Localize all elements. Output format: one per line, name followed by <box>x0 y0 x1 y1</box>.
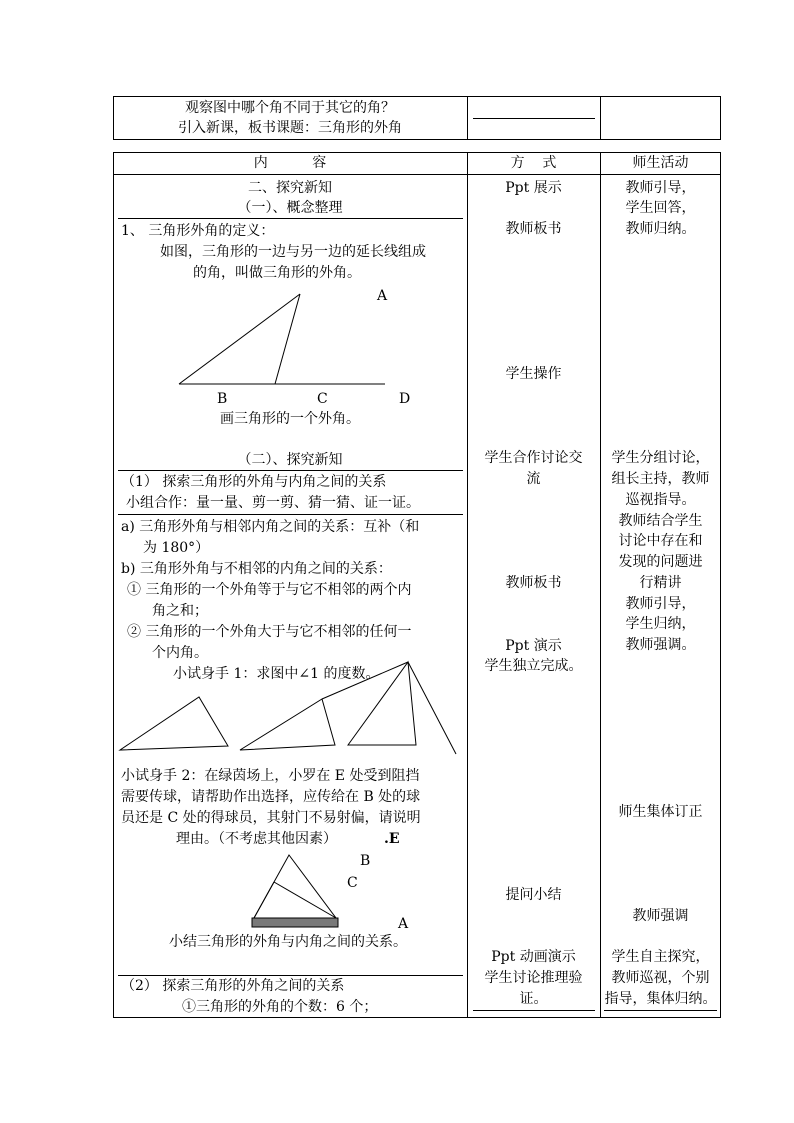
section-subtitle: （一）、概念整理 <box>237 200 343 216</box>
try-it-2-line-1: 小试身手 2：在绿茵场上，小罗在 E 处受到阻挡 <box>121 768 420 784</box>
item-a-line-2: 为 180°） <box>143 540 210 556</box>
definition-text-2: 的角，叫做三角形的外角。 <box>193 265 361 281</box>
activity-4: 学生分组讨论， <box>611 450 710 466</box>
activity-10: 行精讲 <box>639 575 682 591</box>
section-subtitle-2: （二）、探究新知 <box>237 452 343 468</box>
header-method: 方 式 <box>510 155 557 171</box>
activity-2: 学生回答， <box>625 200 696 216</box>
activity-1: 教师引导， <box>625 180 696 196</box>
activity-bottom-rule <box>604 1010 717 1011</box>
draw-caption: 画三角形的一个外角。 <box>220 411 360 427</box>
item-b: b) 三角形外角与不相邻的内角之间的关系： <box>121 561 392 577</box>
method-8b: 学生讨论推理验 <box>484 970 583 986</box>
top-table-divider-2 <box>600 96 601 140</box>
activity-16: 学生自主探究， <box>611 949 710 965</box>
method-7: 提问小结 <box>505 887 562 903</box>
fig2-label-c: C <box>347 875 358 891</box>
method-bottom-rule <box>473 1010 595 1011</box>
try-it-1: 小试身手 1：求图中∠1 的度数。 <box>173 666 380 682</box>
method-6b: 学生独立完成。 <box>484 658 583 674</box>
item-2-line-2: 个内角。 <box>152 645 208 661</box>
activity-7: 教师结合学生 <box>618 513 703 529</box>
header-content: 内 容 <box>253 155 327 171</box>
try1-triangle-2 <box>240 699 335 750</box>
fig1-label-a: A <box>377 288 388 304</box>
fig2-pass-line <box>254 882 274 918</box>
rule-3 <box>118 514 463 515</box>
try1-triangle-1 <box>120 697 228 750</box>
activity-18: 指导，集体归纳。 <box>604 991 717 1007</box>
method-1: Ppt 展示 <box>505 180 562 196</box>
explore-1-method: 小组合作：量一量、剪一剪、猜一猜、证一证。 <box>126 495 420 511</box>
try-it-2-line-4: 理由。（不考虑其他因素） <box>176 831 337 847</box>
summary-text: 小结三角形的外角与内角之间的关系。 <box>169 934 407 950</box>
method-8a: Ppt 动画演示 <box>491 949 576 965</box>
method-2: 教师板书 <box>505 221 562 237</box>
top-table-underline <box>473 118 595 119</box>
method-5: 教师板书 <box>505 575 562 591</box>
section-title: 二、探究新知 <box>248 180 332 196</box>
item-1-line-1: ① 三角形的一个外角等于与它不相邻的两个内 <box>127 582 412 598</box>
fig1-right-side <box>275 294 300 384</box>
rule-1 <box>118 218 463 219</box>
fig2-label-a: A <box>398 916 409 932</box>
soccer-field-figure <box>248 850 343 932</box>
fig2-inner-line <box>274 882 336 918</box>
explore-1-title: （1） 探索三角形的外角与内角之间的关系 <box>121 474 387 490</box>
rule-2 <box>118 470 463 471</box>
activity-8: 讨论中存在和 <box>618 533 703 549</box>
top-line-1: 观察图中哪个角不同于其它的角？ <box>185 100 395 116</box>
fig2-label-e: .E <box>384 831 400 847</box>
fig2-triangle <box>254 855 336 918</box>
try1-triangle-3 <box>348 662 416 745</box>
header-row-border <box>113 174 721 175</box>
activity-17: 教师巡视，个别 <box>611 970 710 986</box>
method-6a: Ppt 演示 <box>505 638 562 654</box>
activity-14: 师生集体订正 <box>618 804 703 820</box>
top-table-divider-1 <box>467 96 468 140</box>
exterior-angle-figure <box>175 288 415 408</box>
activity-6: 巡视指导。 <box>625 492 696 508</box>
method-8c: 证。 <box>519 991 548 1007</box>
activity-12: 学生归纳， <box>625 616 696 632</box>
try-it-2-line-3: 员还是 C 处的得球员，其射门不易射偏，请说明 <box>121 810 421 826</box>
method-3: 学生操作 <box>505 366 562 382</box>
activity-5: 组长主持，教师 <box>611 471 710 487</box>
explore-2-title: （2） 探索三角形的外角之间的关系 <box>121 978 345 994</box>
activity-3: 教师归纳。 <box>625 221 696 237</box>
item-1-line-2: 角之和； <box>152 603 208 619</box>
definition-text-1: 如图，三角形的一边与另一边的延长线组成 <box>160 244 426 260</box>
item-a-line-1: a) 三角形外角与相邻内角之间的关系：互补（和 <box>121 519 420 535</box>
fig2-label-b: B <box>360 853 371 869</box>
activity-13: 教师强调。 <box>625 637 696 653</box>
definition-title: 1、 三角形外角的定义： <box>121 223 275 239</box>
fig1-label-c: C <box>317 391 328 407</box>
activity-11: 教师引导， <box>625 596 696 612</box>
fig1-left-side <box>179 294 300 384</box>
fig1-label-b: B <box>217 391 228 407</box>
header-activity: 师生活动 <box>632 155 689 171</box>
item-2-line-1: ② 三角形的一个外角大于与它不相邻的任何一 <box>127 624 412 640</box>
method-4b: 流 <box>526 471 541 487</box>
try-it-1-figures <box>116 658 462 758</box>
activity-9: 发现的问题进 <box>618 554 703 570</box>
fig1-label-d: D <box>399 391 411 407</box>
try-it-2-line-2: 需要传球，请帮助作出选择，应传给在 B 处的球 <box>121 789 421 805</box>
exterior-angle-count: ①三角形的外角的个数：6 个； <box>182 999 378 1015</box>
fig2-goal-bar <box>252 918 338 927</box>
method-4a: 学生合作讨论交 <box>484 450 583 466</box>
activity-15: 教师强调 <box>632 908 689 924</box>
top-line-2: 引入新课，板书课题：三角形的外角 <box>178 120 402 136</box>
